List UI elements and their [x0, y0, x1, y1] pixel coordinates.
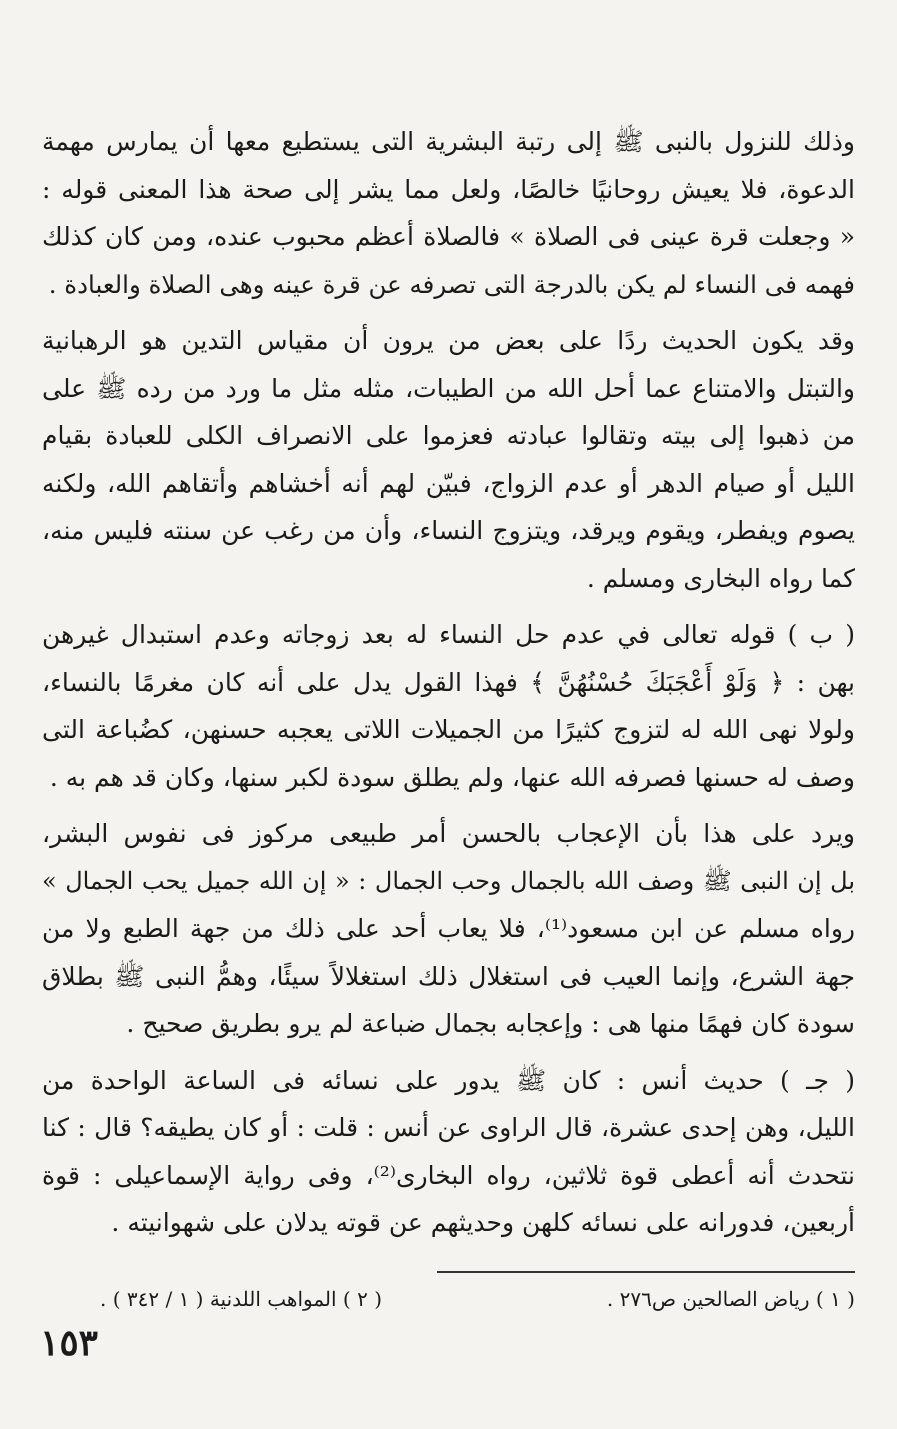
paragraph-5 [42, 1057, 855, 1247]
text-line: نتحدث أنه أعطى قوة ثلاثين، رواه البخارى⁽²⁾، وفى رواية الإسماعيلى : قوة [42, 1160, 855, 1190]
paragraph-3 [42, 611, 855, 801]
footnotes [100, 1284, 855, 1314]
text-line: ولولا نهى الله له لتزوج كثيرًا من الجميلات اللاتى يعجبه حسنهن، كضُباعة التى [42, 715, 855, 744]
text-line: رواه مسلم عن ابن مسعود⁽¹⁾، فلا يعاب أحد على ذلك من جهة الطبع ولا من [42, 914, 855, 943]
text-line: ( ب ) قوله تعالى في عدم حل النساء له بعد زوجاته وعدم استبدال غيرهن [42, 620, 855, 649]
text-line: ويرد على هذا بأن الإعجاب بالحسن أمر طبيعى مركوز فى نفوس البشر، [42, 819, 855, 848]
text-line: والتبتل والامتناع عما أحل الله من الطيبات، مثله مثل ما ورد من رده ﷺ على [42, 373, 855, 403]
paragraph-4 [42, 810, 855, 1048]
text-line: سودة كان فهمًا منها هى : وإعجابه بجمال ضباعة لم يرو بطريق صحيح . [126, 1009, 855, 1038]
footnote-divider [437, 1271, 855, 1273]
paragraph-2 [42, 317, 855, 602]
text-line: بل إن النبى ﷺ وصف الله بالجمال وحب الجمال : « إن الله جميل يحب الجمال » [42, 866, 855, 895]
text-line: أربعين، فدورانه على نسائه كلهن وحديثهم عن قوته يدلان على شهوانيته . [111, 1208, 855, 1237]
text-line: من ذهبوا إلى بيته وتقالوا عبادته فعزموا على الانصراف الكلى للعبادة بقيام [42, 421, 855, 450]
text-line: بهن : ﴿ وَلَوْ أَعْجَبَكَ حُسْنُهُنَّ ﴾ فهذا القول يدل على أنه كان مغرمًا بالنساء، [42, 667, 855, 697]
text-line: ( جـ ) حديث أنس : كان ﷺ يدور على نسائه فى الساعة الواحدة من [42, 1065, 855, 1095]
text-line: وقد يكون الحديث ردًا على بعض من يرون أن مقياس التدين هو الرهبانية [42, 326, 855, 355]
body-text [42, 118, 855, 1256]
paragraph-1 [42, 118, 855, 308]
text-line: الدعوة، فلا يعيش روحانيًا خالصًا، ولعل مما يشر إلى صحة هذا المعنى قوله : [42, 174, 855, 204]
text-line: وصف له حسنها فصرفه الله عنها، ولم يطلق سودة لكبر سنها، وكان قد هم به . [49, 762, 855, 792]
text-line: الليل، وهن إحدى عشرة، قال الراوى عن أنس : قلت : أو كان يطيقه؟ قال : كنا [42, 1113, 855, 1142]
text-line: فهمه فى النساء لم يكن بالدرجة التى تصرفه عن قرة عينه وهى الصلاة والعبادة . [48, 269, 855, 299]
page-number: ١٥٣ [40, 1322, 99, 1364]
text-line: وذلك للنزول بالنبى ﷺ إلى رتبة البشرية التى يستطيع معها أن يمارس مهمة [42, 127, 855, 156]
text-line: « وجعلت قرة عينى فى الصلاة » فالصلاة أعظم محبوب عنده، ومن كان كذلك [42, 222, 855, 251]
footnote-1: ( ١ ) رياض الصالحين ص٢٧٦ . [606, 1287, 855, 1311]
text-line: كما رواه البخارى ومسلم . [586, 563, 855, 593]
text-line: يصوم ويفطر، ويقوم ويرقد، ويتزوج النساء، وأن من رغب عن سنته فليس منه، [42, 516, 855, 545]
footnote-2: ( ٢ ) المواهب اللدنية ( ١ / ٣٤٢ ) . [100, 1287, 383, 1311]
text-line: الليل أو صيام الدهر أو عدم الزواج، فبيّن لهم أنه أخشاهم وأتقاهم الله، ولكنه [42, 468, 855, 498]
text-line: جهة الشرع، وإنما العيب فى استغلال ذلك استغلالاً سيئًا، وهمُّ النبى ﷺ بطلاق [42, 961, 855, 991]
